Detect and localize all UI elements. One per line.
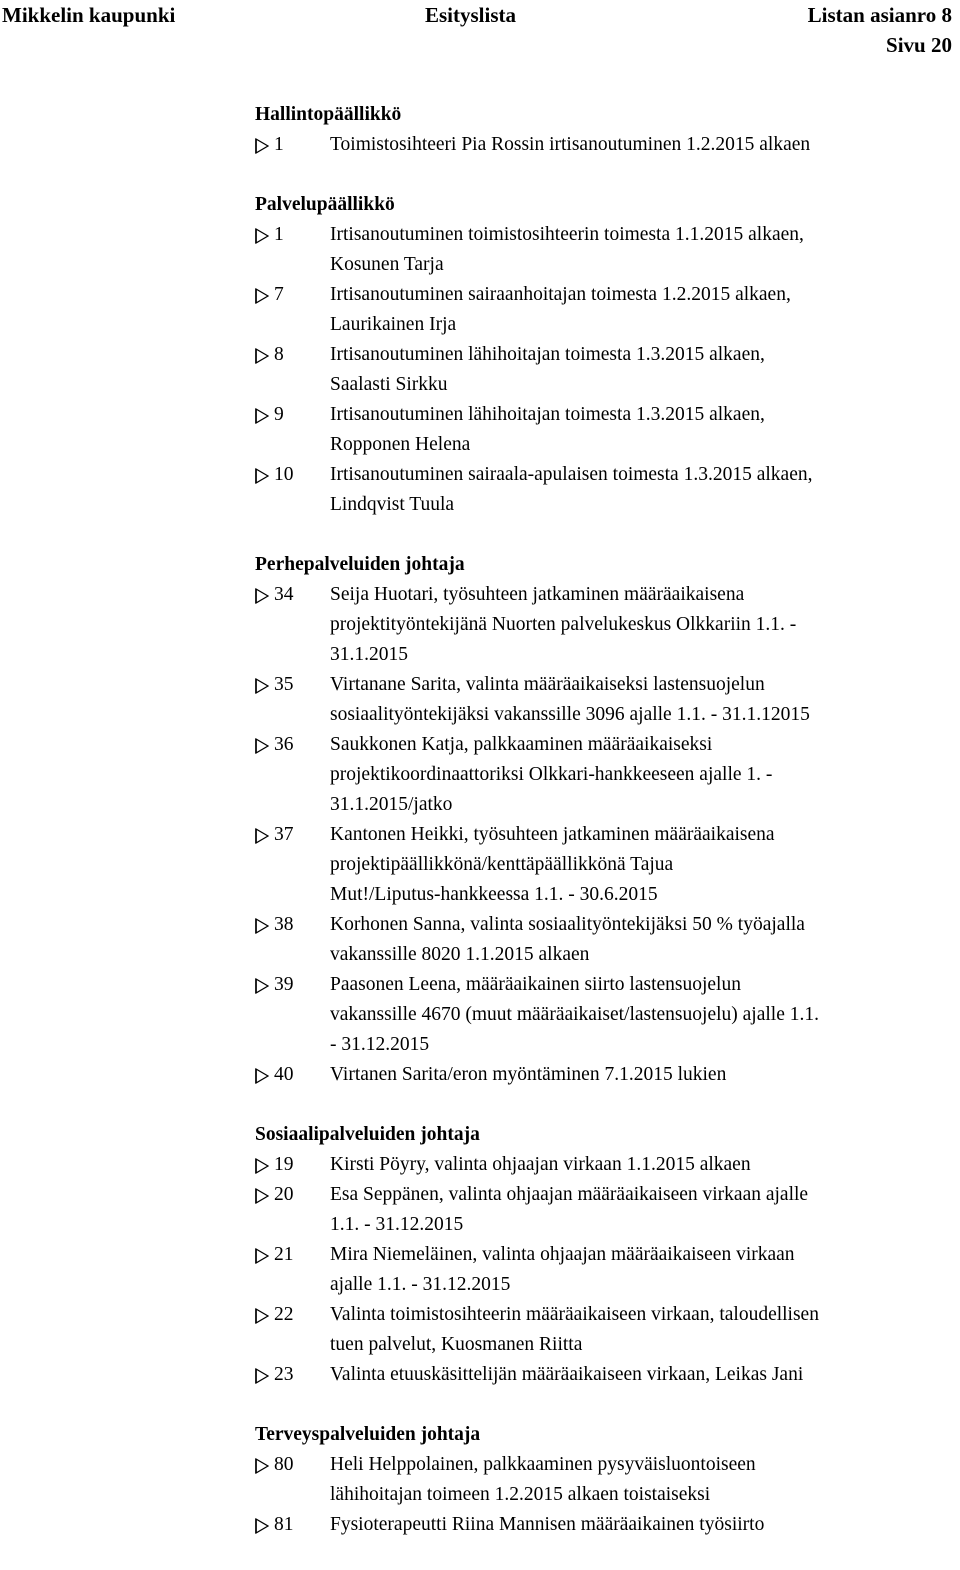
item-text-line: Toimistosihteeri Pia Rossin irtisanoutuminen 1.2.2015 alkaen (330, 134, 811, 155)
item-number: 1 (274, 224, 284, 245)
item-marker (255, 910, 330, 940)
item-text-line: Irtisanoutuminen sairaala-apulaisen toimesta 1.3.2015 alkaen, (330, 464, 813, 485)
document-type: Esityslista (425, 3, 517, 27)
item-number: 19 (274, 1154, 294, 1175)
item-marker (255, 730, 330, 760)
page-number: Sivu 20 (886, 33, 952, 57)
item-number: 9 (274, 404, 284, 425)
item-number: 37 (274, 824, 294, 845)
list-item (255, 130, 955, 160)
item-text-line: Laurikainen Irja (330, 314, 457, 335)
list-item (255, 820, 955, 910)
item-text-line: Irtisanoutuminen lähihoitajan toimesta 1.3.2015 alkaen, (330, 404, 765, 425)
item-text-line: Irtisanoutuminen lähihoitajan toimesta 1.3.2015 alkaen, (330, 344, 765, 365)
item-text-line: Irtisanoutuminen sairaanhoitajan toimesta 1.2.2015 alkaen, (330, 284, 791, 305)
item-text-line: Mira Niemeläinen, valinta ohjaajan määräaikaiseen virkaan (330, 1244, 795, 1265)
item-text-line: Saalasti Sirkku (330, 374, 448, 395)
list-item (255, 580, 955, 670)
item-text-line: projektipäällikkönä/kenttäpäällikkönä Tajua (330, 854, 674, 875)
section (255, 190, 955, 520)
item-number: 1 (274, 134, 284, 155)
item-marker (255, 1240, 330, 1270)
item-marker (255, 1150, 330, 1180)
list-item (255, 1150, 955, 1180)
item-text-line: - 31.12.2015 (330, 1034, 430, 1055)
item-text-line: Paasonen Leena, määräaikainen siirto lastensuojelun (330, 974, 741, 995)
item-number: 34 (274, 584, 294, 605)
list-item (255, 280, 955, 340)
item-number: 23 (274, 1364, 294, 1385)
item-text-line: sosiaalityöntekijäksi vakanssille 3096 ajalle 1.1. - 31.1.12015 (330, 704, 810, 725)
item-text-line: Mut!/Liputus-hankkeessa 1.1. - 30.6.2015 (330, 884, 658, 905)
section (255, 1420, 955, 1540)
item-number: 10 (274, 464, 294, 485)
item-text-line: Virtanane Sarita, valinta määräaikaiseksi lastensuojelun (330, 674, 765, 695)
item-text-line: Seija Huotari, työsuhteen jatkaminen määräaikaisena (330, 584, 745, 605)
item-text-line: Ropponen Helena (330, 434, 471, 455)
item-number: 8 (274, 344, 284, 365)
section-title: Hallintopäällikkö (255, 104, 402, 125)
item-marker (255, 670, 330, 700)
item-marker (255, 1360, 330, 1390)
section (255, 1120, 955, 1390)
list-item (255, 1060, 955, 1090)
item-number: 21 (274, 1244, 294, 1265)
item-text-line: vakanssille 8020 1.1.2015 alkaen (330, 944, 590, 965)
item-number: 36 (274, 734, 294, 755)
item-marker (255, 460, 330, 490)
list-item (255, 1180, 955, 1240)
agenda-item-number: Listan asianro 8 (807, 3, 952, 27)
item-text-line: Heli Helppolainen, palkkaaminen pysyväisluontoiseen (330, 1454, 756, 1475)
item-marker (255, 280, 330, 310)
list-item (255, 910, 955, 970)
item-text-line: Virtanen Sarita/eron myöntäminen 7.1.2015 lukien (330, 1064, 727, 1085)
item-marker (255, 820, 330, 850)
list-item (255, 1240, 955, 1300)
item-text-line: Lindqvist Tuula (330, 494, 455, 515)
list-item (255, 1300, 955, 1360)
item-text-line: Irtisanoutuminen toimistosihteerin toimesta 1.1.2015 alkaen, (330, 224, 804, 245)
item-marker (255, 1060, 330, 1090)
item-number: 20 (274, 1184, 294, 1205)
list-item (255, 670, 955, 730)
item-number: 38 (274, 914, 294, 935)
list-item (255, 460, 955, 520)
list-item (255, 1510, 955, 1540)
item-text-line: Valinta etuuskäsittelijän määräaikaiseen virkaan, Leikas Jani (330, 1364, 804, 1385)
item-text-line: Korhonen Sanna, valinta sosiaalityöntekijäksi 50 % työajalla (330, 914, 805, 935)
section-title: Sosiaalipalveluiden johtaja (255, 1124, 480, 1145)
item-text-line: Kantonen Heikki, työsuhteen jatkaminen määräaikaisena (330, 824, 775, 845)
item-marker (255, 220, 330, 250)
item-text-line: Esa Seppänen, valinta ohjaajan määräaikaiseen virkaan ajalle (330, 1184, 809, 1205)
organization-name: Mikkelin kaupunki (2, 3, 176, 27)
item-marker (255, 970, 330, 1000)
item-number: 81 (274, 1514, 294, 1535)
item-text-line: 1.1. - 31.12.2015 (330, 1214, 464, 1235)
item-text-line: Fysioterapeutti Riina Mannisen määräaikainen työsiirto (330, 1514, 765, 1535)
item-marker (255, 1300, 330, 1330)
list-item (255, 400, 955, 460)
list-item (255, 220, 955, 280)
item-text-line: projektityöntekijänä Nuorten palvelukeskus Olkkariin 1.1. - (330, 614, 797, 635)
item-text-line: projektikoordinaattoriksi Olkkari-hankkeeseen ajalle 1. - (330, 764, 773, 785)
item-marker (255, 400, 330, 430)
item-text-line: vakanssille 4670 (muut määräaikaiset/lastensuojelu) ajalle 1.1. (330, 1004, 819, 1025)
list-item (255, 970, 955, 1060)
item-text-line: lähihoitajan toimeen 1.2.2015 alkaen toistaiseksi (330, 1484, 711, 1505)
item-text-line: tuen palvelut, Kuosmanen Riitta (330, 1334, 583, 1355)
section-title: Perhepalveluiden johtaja (255, 554, 465, 575)
page-header (0, 0, 960, 60)
item-number: 80 (274, 1454, 294, 1475)
item-text-line: ajalle 1.1. - 31.12.2015 (330, 1274, 511, 1295)
item-marker (255, 580, 330, 610)
item-text-line: 31.1.2015/jatko (330, 794, 453, 815)
list-item (255, 730, 955, 820)
item-number: 35 (274, 674, 294, 695)
item-number: 22 (274, 1304, 294, 1325)
list-item (255, 1360, 955, 1390)
section-title: Palvelupäällikkö (255, 194, 395, 215)
item-number: 7 (274, 284, 284, 305)
item-number: 39 (274, 974, 294, 995)
section (255, 100, 955, 160)
item-text-line: Kirsti Pöyry, valinta ohjaajan virkaan 1.1.2015 alkaen (330, 1154, 751, 1175)
item-marker (255, 1180, 330, 1210)
item-marker (255, 130, 330, 160)
item-text-line: Valinta toimistosihteerin määräaikaiseen virkaan, taloudellisen (330, 1304, 819, 1325)
decision-list (255, 100, 955, 1570)
item-marker (255, 1450, 330, 1480)
list-item (255, 340, 955, 400)
item-text-line: 31.1.2015 (330, 644, 408, 665)
section (255, 550, 955, 1090)
item-text-line: Kosunen Tarja (330, 254, 444, 275)
item-number: 40 (274, 1064, 294, 1085)
item-text-line: Saukkonen Katja, palkkaaminen määräaikaiseksi (330, 734, 713, 755)
section-title: Terveyspalveluiden johtaja (255, 1424, 481, 1445)
list-item (255, 1450, 955, 1510)
item-marker (255, 340, 330, 370)
item-marker (255, 1510, 330, 1540)
